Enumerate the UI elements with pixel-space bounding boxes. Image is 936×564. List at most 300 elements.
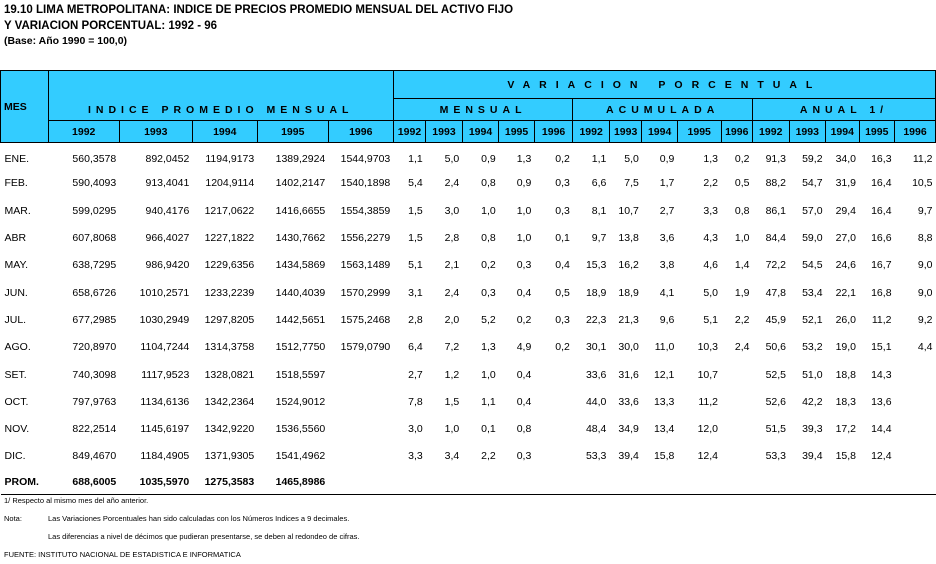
table-cell: 19,0 bbox=[835, 341, 857, 354]
table-cell: 1402,2147 bbox=[275, 177, 326, 190]
table-cell bbox=[328, 470, 393, 494]
table-cell: 1440,4039 bbox=[275, 286, 326, 299]
table-cell: 638,7295 bbox=[72, 259, 117, 272]
table-cell: 1,7 bbox=[659, 177, 675, 190]
table-cell: 4,9 bbox=[516, 341, 532, 354]
year-header: 1992 bbox=[393, 121, 425, 143]
table-cell: 34,0 bbox=[835, 153, 857, 166]
table-cell: 5,2 bbox=[481, 313, 496, 326]
table-cell bbox=[328, 443, 393, 470]
table-cell bbox=[642, 470, 678, 494]
table-cell: 1554,3859 bbox=[340, 204, 391, 217]
table-cell: 86,1 bbox=[765, 204, 786, 217]
year-header: 1994 bbox=[192, 121, 257, 143]
table-cell: 1030,2949 bbox=[139, 313, 190, 326]
table-cell: 5,1 bbox=[408, 259, 423, 272]
table-cell: 2,2 bbox=[734, 313, 750, 326]
table-cell: 18,9 bbox=[585, 286, 607, 299]
average-label: PROM. bbox=[1, 470, 49, 494]
table-cell: 4,3 bbox=[703, 232, 719, 245]
table-cell: 0,3 bbox=[481, 286, 496, 299]
table-cell bbox=[752, 470, 789, 494]
nota-text-1: Las Variaciones Porcentuales han sido calculadas con los Números Indices a 9 decimales. bbox=[48, 514, 350, 523]
table-cell: 1010,2571 bbox=[139, 286, 190, 299]
table-cell: 54,7 bbox=[802, 177, 823, 190]
table-cell: 3,3 bbox=[703, 204, 719, 217]
table-cell: 0,2 bbox=[481, 259, 496, 272]
table-cell: 88,2 bbox=[765, 177, 786, 190]
table-cell: 18,3 bbox=[835, 395, 857, 408]
table-cell: 1275,3583 bbox=[192, 470, 257, 494]
table-cell: 33,6 bbox=[585, 368, 607, 381]
table-cell: 16,8 bbox=[871, 286, 892, 299]
table-cell bbox=[534, 361, 573, 388]
table-cell: 2,2 bbox=[703, 177, 719, 190]
table-cell: 0,3 bbox=[516, 450, 532, 463]
table-cell bbox=[721, 361, 752, 388]
table-cell: 0,9 bbox=[659, 153, 675, 166]
table-cell: 72,2 bbox=[765, 259, 786, 272]
table-cell: 3,3 bbox=[408, 450, 423, 463]
base-note: (Base: Año 1990 = 100,0) bbox=[4, 35, 128, 47]
table-cell: 1314,3758 bbox=[204, 341, 255, 354]
table-cell: 15,3 bbox=[585, 259, 607, 272]
table-cell bbox=[328, 415, 393, 442]
table-cell: 29,4 bbox=[835, 204, 857, 217]
table-cell: 16,4 bbox=[871, 177, 892, 190]
price-index-table bbox=[0, 70, 936, 495]
table-cell: 1,2 bbox=[444, 368, 460, 381]
table-cell: 84,4 bbox=[765, 232, 786, 245]
table-cell: 3,6 bbox=[659, 232, 675, 245]
table-cell: 658,6726 bbox=[72, 286, 117, 299]
year-header: 1995 bbox=[257, 121, 328, 143]
table-cell: 5,0 bbox=[703, 286, 719, 299]
table-cell: 12,0 bbox=[697, 423, 719, 436]
table-cell: 0,3 bbox=[516, 259, 532, 272]
table-cell: 11,2 bbox=[912, 153, 933, 166]
table-cell: 607,8068 bbox=[72, 232, 117, 245]
table-cell: 59,0 bbox=[802, 232, 823, 245]
month-label: SET. bbox=[4, 368, 27, 381]
table-cell: 2,4 bbox=[444, 286, 460, 299]
table-cell: 21,3 bbox=[618, 313, 639, 326]
table-cell: 0,3 bbox=[555, 177, 570, 190]
table-cell: 1434,5869 bbox=[275, 259, 326, 272]
table-cell: 1,1 bbox=[591, 153, 607, 166]
table-cell: 91,3 bbox=[765, 153, 786, 166]
month-label: JUL. bbox=[4, 313, 27, 326]
table-cell: 1194,9173 bbox=[205, 153, 255, 166]
table-cell: 44,0 bbox=[585, 395, 607, 408]
year-header: 1995 bbox=[859, 121, 895, 143]
table-cell: 822,2514 bbox=[72, 423, 117, 436]
table-cell: 0,4 bbox=[555, 259, 570, 272]
table-cell bbox=[328, 388, 393, 415]
table-cell: 940,4176 bbox=[145, 204, 190, 217]
table-cell bbox=[534, 470, 573, 494]
table-cell: 3,0 bbox=[408, 423, 423, 436]
table-cell: 2,1 bbox=[444, 259, 460, 272]
header-indice: INDICE PROMEDIO MENSUAL bbox=[48, 71, 393, 121]
year-header: 1994 bbox=[642, 121, 678, 143]
table-cell: 33,6 bbox=[618, 395, 639, 408]
nota-label: Nota: bbox=[4, 514, 22, 523]
table-cell: 10,7 bbox=[697, 368, 719, 381]
month-label: AGO. bbox=[4, 341, 31, 354]
table-cell: 590,4093 bbox=[72, 177, 117, 190]
year-header-row bbox=[1, 121, 936, 143]
table-cell: 10,5 bbox=[912, 177, 933, 190]
year-header: 1993 bbox=[119, 121, 192, 143]
table-cell: 986,9420 bbox=[145, 259, 190, 272]
header-mes: MES bbox=[1, 71, 49, 143]
header-anual: ANUAL 1/ bbox=[752, 99, 935, 121]
table-cell: 2,7 bbox=[659, 204, 675, 217]
table-cell: 1,0 bbox=[516, 232, 532, 245]
table-cell: 1,0 bbox=[481, 204, 496, 217]
table-subtitle: Y VARIACION PORCENTUAL: 1992 - 96 bbox=[4, 20, 218, 32]
year-header: 1992 bbox=[48, 121, 119, 143]
year-header: 1994 bbox=[462, 121, 499, 143]
table-cell: 13,6 bbox=[871, 395, 892, 408]
table-row bbox=[1, 415, 936, 442]
table-cell: 560,3578 bbox=[72, 153, 117, 166]
table-cell: 7,8 bbox=[408, 395, 423, 408]
table-cell: 11,2 bbox=[871, 313, 892, 326]
table-cell bbox=[895, 388, 936, 415]
year-header: 1992 bbox=[752, 121, 789, 143]
table-cell: 2,8 bbox=[408, 313, 423, 326]
table-cell: 18,8 bbox=[835, 368, 857, 381]
table-cell: 53,4 bbox=[802, 286, 823, 299]
table-cell: 4,6 bbox=[703, 259, 719, 272]
source-note: FUENTE: INSTITUTO NACIONAL DE ESTADISTICA E INFORMATICA bbox=[4, 550, 241, 559]
table-cell: 31,9 bbox=[835, 177, 857, 190]
table-cell bbox=[677, 470, 721, 494]
year-header: 1992 bbox=[573, 121, 610, 143]
table-row bbox=[1, 170, 936, 197]
table-cell: 9,6 bbox=[659, 313, 675, 326]
table-cell: 2,7 bbox=[408, 368, 423, 381]
table-cell: 892,0452 bbox=[145, 153, 190, 166]
table-body bbox=[1, 143, 936, 495]
table-cell: 0,4 bbox=[516, 395, 532, 408]
table-cell: 688,6005 bbox=[48, 470, 119, 494]
table-cell: 1342,2364 bbox=[204, 395, 255, 408]
table-cell: 1442,5651 bbox=[275, 313, 326, 326]
table-cell: 1524,9012 bbox=[275, 395, 326, 408]
table-cell bbox=[895, 470, 936, 494]
table-cell: 31,6 bbox=[618, 368, 639, 381]
table-cell: 45,9 bbox=[765, 313, 786, 326]
year-header: 1996 bbox=[328, 121, 393, 143]
year-header: 1993 bbox=[609, 121, 641, 143]
table-title: 19.10 LIMA METROPOLITANA: INDICE DE PRECIOS PROMEDIO MENSUAL DEL ACTIVO FIJO bbox=[4, 4, 514, 16]
table-cell: 0,1 bbox=[555, 232, 570, 245]
table-cell: 797,9763 bbox=[72, 395, 117, 408]
table-cell: 1416,6655 bbox=[275, 204, 326, 217]
table-cell: 9,7 bbox=[591, 232, 607, 245]
table-cell: 1,5 bbox=[408, 204, 423, 217]
table-cell: 1518,5597 bbox=[275, 368, 326, 381]
table-cell bbox=[393, 470, 425, 494]
table-cell bbox=[609, 470, 641, 494]
table-cell: 16,2 bbox=[618, 259, 639, 272]
month-label: DIC. bbox=[4, 450, 26, 463]
table-cell: 57,0 bbox=[802, 204, 823, 217]
table-cell: 1297,8205 bbox=[204, 313, 255, 326]
table-cell: 3,4 bbox=[444, 450, 460, 463]
table-cell: 8,1 bbox=[591, 204, 607, 217]
table-cell: 12,4 bbox=[871, 450, 892, 463]
year-header: 1993 bbox=[789, 121, 826, 143]
table-cell: 15,1 bbox=[871, 341, 892, 354]
table-cell: 0,8 bbox=[734, 204, 750, 217]
table-cell: 53,3 bbox=[765, 450, 786, 463]
table-cell: 14,3 bbox=[871, 368, 892, 381]
table-cell: 1,1 bbox=[481, 395, 496, 408]
year-header: 1996 bbox=[721, 121, 752, 143]
table-cell: 0,2 bbox=[734, 153, 750, 166]
footnotes bbox=[4, 496, 359, 564]
table-cell: 0,8 bbox=[481, 177, 496, 190]
table-cell: 966,4027 bbox=[145, 232, 190, 245]
table-cell: 50,6 bbox=[765, 341, 786, 354]
table-cell: 16,3 bbox=[871, 153, 892, 166]
table-cell bbox=[721, 443, 752, 470]
table-cell: 677,2985 bbox=[72, 313, 117, 326]
year-header: 1995 bbox=[677, 121, 721, 143]
table-row bbox=[1, 143, 936, 170]
table-cell: 1430,7662 bbox=[275, 232, 326, 245]
table-cell: 26,0 bbox=[835, 313, 857, 326]
table-cell: 599,0295 bbox=[72, 204, 117, 217]
table-cell: 6,4 bbox=[408, 341, 423, 354]
table-cell: 1229,6356 bbox=[204, 259, 255, 272]
table-cell: 1184,4905 bbox=[140, 450, 190, 463]
table-cell: 16,6 bbox=[871, 232, 892, 245]
table-cell: 1,3 bbox=[481, 341, 496, 354]
table-cell bbox=[499, 470, 535, 494]
month-label: MAR. bbox=[4, 204, 31, 217]
year-header: 1994 bbox=[826, 121, 859, 143]
table-cell: 1465,8986 bbox=[257, 470, 328, 494]
table-cell: 1556,2279 bbox=[340, 232, 391, 245]
table-cell: 3,8 bbox=[659, 259, 675, 272]
table-cell: 1563,1489 bbox=[340, 259, 391, 272]
month-label: ABR bbox=[4, 232, 27, 245]
month-label: MAY. bbox=[4, 259, 29, 272]
table-cell: 1575,2468 bbox=[340, 313, 391, 326]
table-row bbox=[1, 334, 936, 361]
table-cell: 1389,2924 bbox=[275, 153, 326, 166]
table-cell: 7,2 bbox=[444, 341, 460, 354]
table-cell: 39,4 bbox=[802, 450, 823, 463]
table-cell: 34,9 bbox=[618, 423, 639, 436]
year-header: 1996 bbox=[534, 121, 573, 143]
table-cell bbox=[789, 470, 826, 494]
table-cell: 51,5 bbox=[765, 423, 786, 436]
table-cell: 0,8 bbox=[516, 423, 532, 436]
table-cell: 1145,6197 bbox=[140, 423, 190, 436]
year-header: 1993 bbox=[426, 121, 463, 143]
table-cell: 1544,9703 bbox=[340, 153, 391, 166]
table-cell: 11,0 bbox=[654, 341, 675, 354]
table-cell: 22,3 bbox=[585, 313, 607, 326]
table-cell: 3,0 bbox=[444, 204, 460, 217]
table-cell: 1233,2239 bbox=[204, 286, 255, 299]
table-cell: 27,0 bbox=[835, 232, 857, 245]
table-cell: 15,8 bbox=[653, 450, 675, 463]
table-cell: 2,8 bbox=[444, 232, 460, 245]
table-cell: 1540,1898 bbox=[340, 177, 391, 190]
table-cell: 1035,5970 bbox=[119, 470, 192, 494]
table-cell: 0,4 bbox=[516, 286, 532, 299]
table-cell: 59,2 bbox=[802, 153, 823, 166]
table-cell: 22,1 bbox=[835, 286, 857, 299]
table-row bbox=[1, 361, 936, 388]
table-header bbox=[1, 71, 936, 143]
year-header: 1995 bbox=[499, 121, 535, 143]
table-cell: 0,5 bbox=[555, 286, 570, 299]
table-cell bbox=[534, 443, 573, 470]
table-cell: 2,2 bbox=[481, 450, 496, 463]
table-cell: 0,3 bbox=[555, 313, 570, 326]
table-cell: 4,4 bbox=[917, 341, 933, 354]
table-cell: 1342,9220 bbox=[204, 423, 255, 436]
table-cell: 51,0 bbox=[802, 368, 823, 381]
table-cell: 53,3 bbox=[585, 450, 607, 463]
table-cell: 1,0 bbox=[444, 423, 460, 436]
table-cell: 1570,2999 bbox=[340, 286, 391, 299]
table-cell: 0,3 bbox=[555, 204, 570, 217]
table-cell: 5,0 bbox=[624, 153, 639, 166]
table-cell: 2,4 bbox=[734, 341, 750, 354]
table-row bbox=[1, 443, 936, 470]
table-cell: 1512,7750 bbox=[275, 341, 326, 354]
table-cell: 11,2 bbox=[698, 395, 719, 408]
header-variacion: VARIACION PORCENTUAL bbox=[393, 71, 935, 99]
table-cell: 39,3 bbox=[802, 423, 823, 436]
table-cell bbox=[534, 415, 573, 442]
month-label: NOV. bbox=[4, 423, 30, 436]
table-cell: 15,8 bbox=[835, 450, 857, 463]
table-cell: 9,7 bbox=[917, 204, 933, 217]
table-cell: 1,1 bbox=[408, 153, 423, 166]
table-cell: 0,2 bbox=[555, 341, 570, 354]
table-cell: 39,4 bbox=[618, 450, 639, 463]
table-row bbox=[1, 252, 936, 279]
table-cell: 913,4041 bbox=[145, 177, 190, 190]
table-cell: 1536,5560 bbox=[275, 423, 326, 436]
table-cell: 720,8970 bbox=[72, 341, 117, 354]
table-cell: 47,8 bbox=[765, 286, 786, 299]
table-cell bbox=[895, 443, 936, 470]
table-cell: 1117,9523 bbox=[141, 368, 190, 381]
table-cell: 16,4 bbox=[871, 204, 892, 217]
table-cell bbox=[328, 361, 393, 388]
table-cell: 8,8 bbox=[917, 232, 933, 245]
table-cell: 1134,6136 bbox=[140, 395, 190, 408]
month-label: FEB. bbox=[4, 177, 28, 190]
month-label: JUN. bbox=[4, 286, 28, 299]
table-cell: 1104,7244 bbox=[140, 341, 190, 354]
table-cell: 5,1 bbox=[703, 313, 719, 326]
month-label: ENE. bbox=[4, 153, 30, 166]
table-cell: 0,1 bbox=[481, 423, 496, 436]
table-cell bbox=[534, 388, 573, 415]
table-cell: 1227,1822 bbox=[204, 232, 255, 245]
table-cell: 1,5 bbox=[408, 232, 423, 245]
table-cell: 1,3 bbox=[516, 153, 532, 166]
table-cell bbox=[895, 361, 936, 388]
table-cell: 30,1 bbox=[585, 341, 607, 354]
table-cell bbox=[462, 470, 499, 494]
table-cell bbox=[895, 415, 936, 442]
table-cell: 18,9 bbox=[618, 286, 639, 299]
table-cell: 12,4 bbox=[697, 450, 719, 463]
footnote-1: 1/ Respecto al mismo mes del año anterior. bbox=[4, 496, 149, 505]
table-cell bbox=[721, 415, 752, 442]
table-cell bbox=[426, 470, 463, 494]
table-cell bbox=[573, 470, 610, 494]
table-cell: 3,1 bbox=[408, 286, 423, 299]
table-cell: 0,5 bbox=[734, 177, 750, 190]
table-cell: 1,0 bbox=[734, 232, 750, 245]
table-cell: 13,8 bbox=[618, 232, 639, 245]
table-cell: 10,3 bbox=[697, 341, 719, 354]
table-cell: 1217,0622 bbox=[204, 204, 255, 217]
table-cell: 1,4 bbox=[734, 259, 750, 272]
table-row bbox=[1, 306, 936, 333]
table-cell: 1371,9305 bbox=[204, 450, 255, 463]
table-cell: 0,8 bbox=[481, 232, 496, 245]
table-cell bbox=[721, 470, 752, 494]
table-row bbox=[1, 388, 936, 415]
table-cell: 1,9 bbox=[734, 286, 750, 299]
table-cell bbox=[826, 470, 859, 494]
table-cell: 9,0 bbox=[917, 259, 933, 272]
table-cell: 1204,9114 bbox=[205, 177, 255, 190]
table-cell: 16,7 bbox=[871, 259, 892, 272]
table-cell: 1541,4962 bbox=[275, 450, 326, 463]
table-cell: 6,6 bbox=[591, 177, 607, 190]
table-cell: 1579,0790 bbox=[340, 341, 391, 354]
table-cell: 5,4 bbox=[408, 177, 423, 190]
table-cell: 9,0 bbox=[917, 286, 933, 299]
table-cell: 17,2 bbox=[835, 423, 857, 436]
table-cell: 0,9 bbox=[516, 177, 532, 190]
table-cell bbox=[721, 388, 752, 415]
table-cell: 1328,0821 bbox=[204, 368, 255, 381]
table-cell: 849,4670 bbox=[72, 450, 117, 463]
table-cell bbox=[859, 470, 895, 494]
table-row bbox=[1, 197, 936, 224]
table-cell: 1,5 bbox=[444, 395, 460, 408]
table-cell: 0,2 bbox=[555, 153, 570, 166]
table-cell: 5,0 bbox=[444, 153, 460, 166]
header-mensual: MENSUAL bbox=[393, 99, 573, 121]
table-cell: 52,6 bbox=[765, 395, 786, 408]
month-label: OCT. bbox=[4, 395, 29, 408]
table-cell: 7,5 bbox=[624, 177, 639, 190]
average-row bbox=[1, 470, 936, 494]
table-cell: 52,1 bbox=[802, 313, 823, 326]
nota-text-2: Las diferencias a nivel de décimos que pudieran presentarse, se deben al redondeo de cifras. bbox=[48, 532, 360, 541]
table-cell: 9,2 bbox=[917, 313, 933, 326]
table-row bbox=[1, 224, 936, 251]
